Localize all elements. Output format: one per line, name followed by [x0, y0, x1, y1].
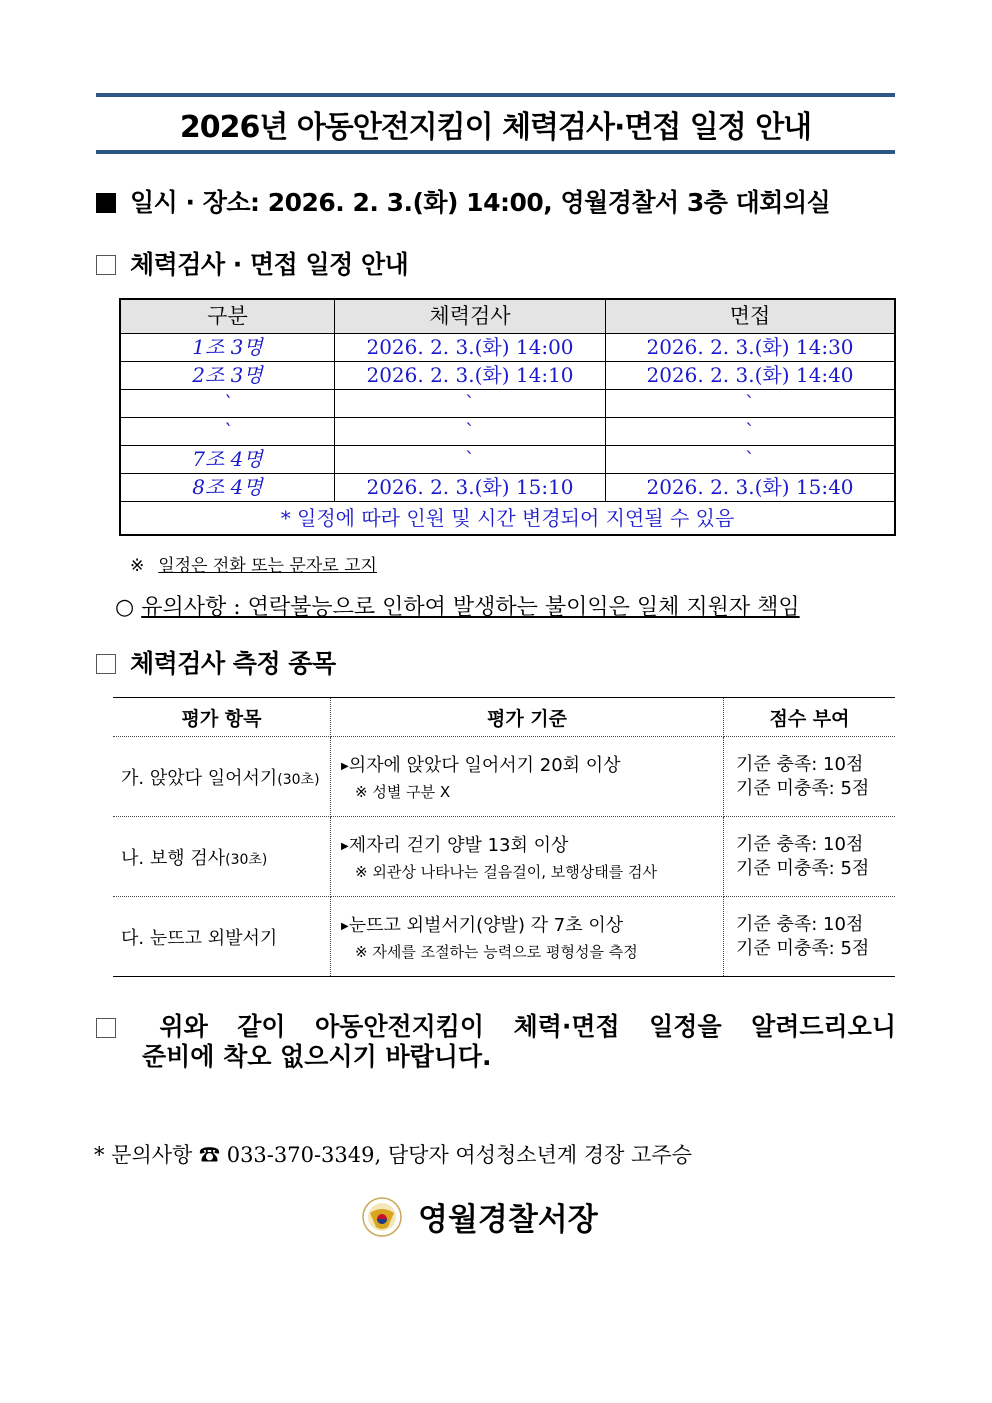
closing-word: 알려드리오니	[751, 1012, 896, 1041]
empty-square-icon	[96, 255, 116, 275]
criterion-text: 의자에 앉았다 일어서기 20회 이상	[348, 755, 621, 776]
empty-square-icon	[96, 1018, 116, 1038]
cell-group: 7조 4명	[120, 446, 335, 474]
cell-interview-time: `	[606, 446, 896, 474]
table-row	[120, 390, 895, 418]
cell-item	[113, 897, 331, 977]
header-item: 평가 항목	[113, 698, 331, 737]
cell-group: `	[120, 418, 335, 446]
score-pass: 기준 충족: 10점	[736, 753, 864, 775]
table-row	[113, 737, 895, 817]
cell-score	[724, 737, 896, 817]
cell-interview-time: `	[606, 418, 896, 446]
cell-criterion	[331, 737, 724, 817]
datetime-place-text: 일시 · 장소: 2026. 2. 3.(화) 14:00, 영월경찰서 3층 대회의실	[130, 188, 831, 217]
cell-group: `	[120, 390, 335, 418]
closing-line-2: 준비에 착오 없으시기 바랍니다.	[142, 1042, 492, 1071]
schedule-table	[119, 298, 896, 536]
cell-fitness-time: `	[335, 418, 606, 446]
cell-criterion	[331, 817, 724, 897]
datetime-place-line	[96, 183, 830, 219]
score-fail: 기준 미충족: 5점	[736, 857, 870, 879]
cell-interview-time: 2026. 2. 3.(화) 15:40	[606, 474, 896, 502]
closing-word: 위와	[159, 1012, 208, 1041]
cell-fitness-time: `	[335, 390, 606, 418]
header-criterion: 평가 기준	[331, 698, 724, 737]
item-duration: (30초)	[277, 771, 320, 788]
cell-interview-time: `	[606, 390, 896, 418]
table-row	[120, 334, 895, 362]
score-pass: 기준 충족: 10점	[736, 833, 864, 855]
phone-icon: ☎	[199, 1143, 221, 1167]
cell-item	[113, 737, 331, 817]
notice-line	[130, 551, 377, 576]
section2-heading-text: 체력검사 측정 종목	[130, 649, 336, 678]
section1-heading-text: 체력검사 · 면접 일정 안내	[130, 250, 409, 279]
closing-word: 같이	[237, 1012, 286, 1041]
cell-fitness-time: 2026. 2. 3.(화) 14:10	[335, 362, 606, 390]
table-header-row	[120, 299, 895, 334]
signature-block	[362, 1194, 598, 1239]
table-row	[120, 418, 895, 446]
header-fitness-test: 체력검사	[335, 299, 606, 334]
table-row	[113, 897, 895, 977]
table-row	[113, 817, 895, 897]
title-top-rule	[96, 93, 895, 97]
reference-mark: ※	[130, 556, 145, 576]
table-row	[120, 362, 895, 390]
notice-text: 일정은 전화 또는 문자로 고지	[158, 556, 377, 576]
closing-word: 일정을	[649, 1012, 722, 1041]
caution-line	[115, 590, 800, 621]
cell-criterion	[331, 897, 724, 977]
cell-score	[724, 817, 896, 897]
cell-group: 1조 3명	[120, 334, 335, 362]
contact-phone: 033-370-3349,	[226, 1143, 382, 1167]
header-group: 구분	[120, 299, 335, 334]
contact-label: * 문의사항	[94, 1143, 193, 1167]
caution-text: 유의사항 : 연락불능으로 인하여 발생하는 불이익은 일체 지원자 책임	[141, 595, 800, 620]
item-name: 나. 보행 검사	[121, 847, 226, 869]
triangle-bullet-icon: ▶	[341, 761, 349, 772]
score-pass: 기준 충족: 10점	[736, 913, 864, 935]
header-interview: 면접	[606, 299, 896, 334]
closing-word: 아동안전지킴이	[315, 1012, 485, 1041]
police-emblem-icon	[362, 1197, 402, 1237]
cell-fitness-time: 2026. 2. 3.(화) 15:10	[335, 474, 606, 502]
cell-interview-time: 2026. 2. 3.(화) 14:40	[606, 362, 896, 390]
closing-word: 체력·면접	[513, 1012, 620, 1041]
schedule-footnote: * 일정에 따라 인원 및 시간 변경되어 지연될 수 있음	[120, 502, 895, 536]
triangle-bullet-icon: ▶	[341, 921, 349, 932]
table-row	[120, 446, 895, 474]
contact-line	[94, 1139, 692, 1169]
page-title: 2026년 아동안전지킴이 체력검사·면접 일정 안내	[179, 110, 812, 145]
closing-line-1	[96, 1012, 896, 1042]
table-row	[120, 474, 895, 502]
criterion-note: ※ 성별 구분 X	[355, 783, 451, 801]
section2-heading	[96, 644, 336, 680]
cell-fitness-time: 2026. 2. 3.(화) 14:00	[335, 334, 606, 362]
title-bottom-rule	[96, 150, 895, 154]
cell-group: 8조 4명	[120, 474, 335, 502]
cell-score	[724, 897, 896, 977]
criterion-text: 눈뜨고 외벌서기(양발) 각 7초 이상	[348, 915, 624, 936]
cell-item	[113, 817, 331, 897]
circle-bullet: ○	[115, 595, 135, 620]
criterion-note: ※ 자세를 조절하는 능력으로 평형성을 측정	[355, 943, 638, 961]
section1-heading	[96, 245, 408, 281]
contact-person: 담당자 여성청소년계 경장 고주승	[387, 1143, 692, 1167]
table-footnote-row	[120, 502, 895, 536]
item-name: 가. 앉았다 일어서기	[121, 767, 278, 789]
table-header-row	[113, 698, 895, 737]
closing-paragraph	[96, 1012, 896, 1072]
header-score: 점수 부여	[724, 698, 896, 737]
item-duration: (30초)	[225, 851, 268, 868]
signature-text: 영월경찰서장	[418, 1202, 598, 1238]
item-name: 다. 눈뜨고 외발서기	[121, 927, 278, 949]
cell-fitness-time: `	[335, 446, 606, 474]
empty-square-icon	[96, 654, 116, 674]
score-fail: 기준 미충족: 5점	[736, 777, 870, 799]
score-fail: 기준 미충족: 5점	[736, 937, 870, 959]
filled-square-icon	[96, 193, 116, 213]
criterion-note: ※ 외관상 나타나는 걸음걸이, 보행상태를 검사	[355, 863, 657, 881]
criterion-text: 제자리 걷기 양발 13회 이상	[348, 835, 569, 856]
fitness-test-table	[113, 697, 895, 977]
triangle-bullet-icon: ▶	[341, 841, 349, 852]
cell-interview-time: 2026. 2. 3.(화) 14:30	[606, 334, 896, 362]
cell-group: 2조 3명	[120, 362, 335, 390]
